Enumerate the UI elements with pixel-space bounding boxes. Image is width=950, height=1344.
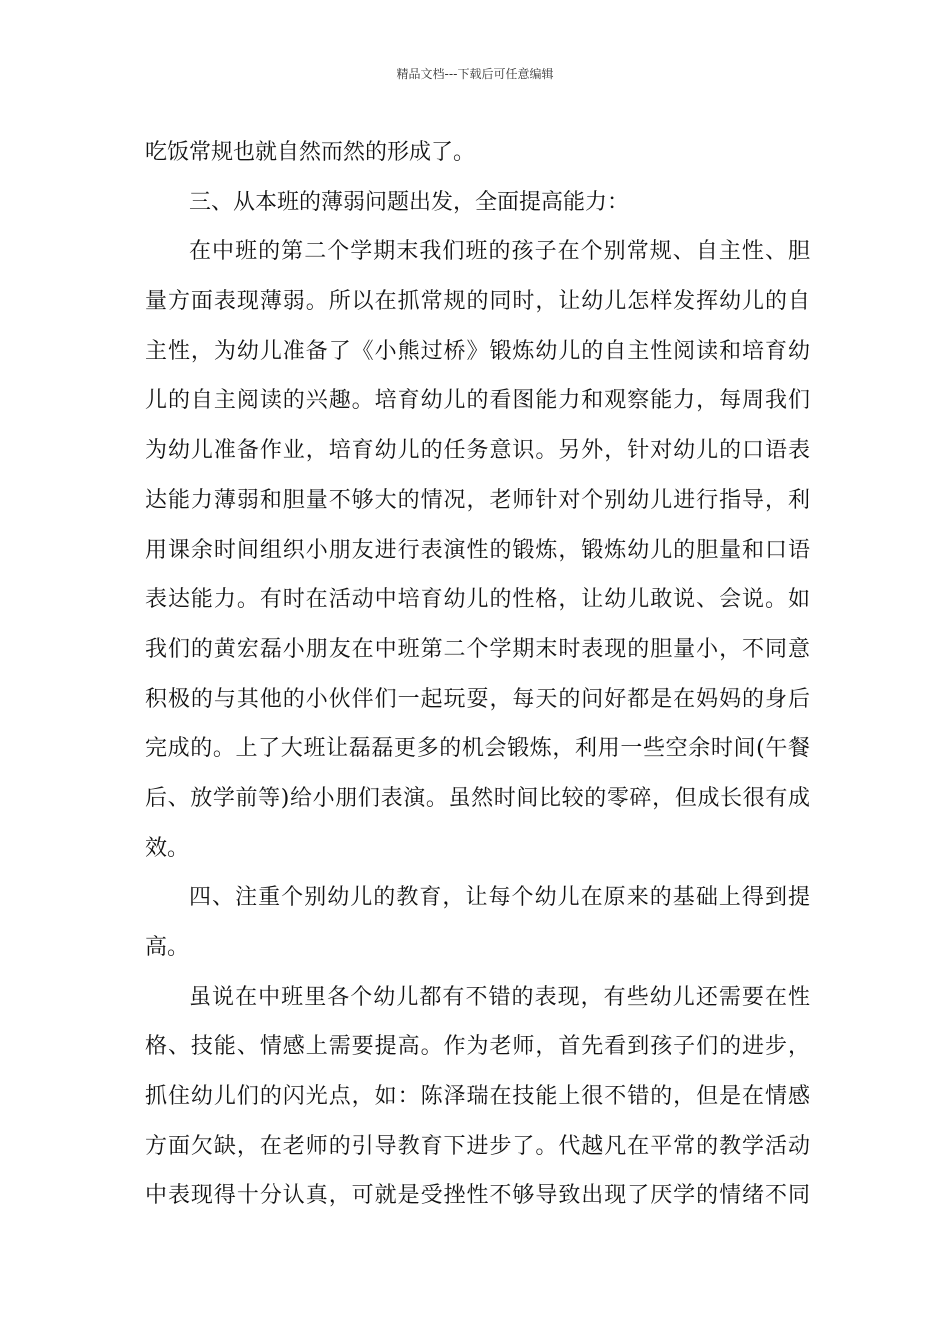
- body-line: 用课余时间组织小朋友进行表演性的锻炼，锻炼幼儿的胆量和口语: [145, 537, 810, 563]
- section-heading: 三、从本班的薄弱问题出发，全面提高能力：: [189, 189, 630, 215]
- body-line: 效。: [145, 835, 190, 861]
- section-heading: 高。: [145, 935, 190, 960]
- body-line: 完成的。上了大班让磊磊更多的机会锻炼，利用一些空余时间(午餐: [145, 736, 810, 762]
- body-line: 量方面表现薄弱。所以在抓常规的同时，让幼儿怎样发挥幼儿的自: [145, 289, 810, 315]
- body-line: 吃饭常规也就自然而然的形成了。: [145, 140, 476, 165]
- page-header: 精品文档---下载后可任意编辑: [396, 67, 554, 81]
- body-line: 中表现得十分认真，可就是受挫性不够导致出现了厌学的情绪不同: [145, 1183, 810, 1209]
- section-heading: 四、注重个别幼儿的教育，让每个幼儿在原来的基础上得到提: [189, 885, 810, 911]
- body-line: 积极的与其他的小伙伴们一起玩耍，每天的问好都是在妈妈的身后: [145, 686, 810, 712]
- body-line: 后、放学前等)给小朋们表演。虽然时间比较的零碎，但成长很有成: [145, 785, 810, 811]
- body-line: 主性，为幼儿准备了《小熊过桥》锻炼幼儿的自主性阅读和培育幼: [145, 338, 810, 364]
- body-line: 格、技能、情感上需要提高。作为老师，首先看到孩子们的进步，: [145, 1034, 810, 1060]
- body-line: 为幼儿准备作业，培育幼儿的任务意识。另外，针对幼儿的口语表: [145, 438, 810, 464]
- body-line: 达能力薄弱和胆量不够大的情况，老师针对个别幼儿进行指导，利: [145, 487, 810, 513]
- body-line: 虽说在中班里各个幼儿都有不错的表现，有些幼儿还需要在性: [189, 984, 810, 1010]
- document-body: [145, 128, 810, 1221]
- body-line: 方面欠缺，在老师的引导教育下进步了。代越凡在平常的教学活动: [145, 1133, 810, 1159]
- body-line: 抓住幼儿们的闪光点，如：陈泽瑞在技能上很不错的，但是在情感: [145, 1084, 810, 1110]
- body-line: 在中班的第二个学期末我们班的孩子在个别常规、自主性、胆: [189, 239, 810, 265]
- body-line: 表达能力。有时在活动中培育幼儿的性格，让幼儿敢说、会说。如: [145, 587, 810, 613]
- body-line: 我们的黄宏磊小朋友在中班第二个学期末时表现的胆量小，不同意: [145, 636, 810, 662]
- body-line: 儿的自主阅读的兴趣。培育幼儿的看图能力和观察能力，每周我们: [145, 388, 810, 414]
